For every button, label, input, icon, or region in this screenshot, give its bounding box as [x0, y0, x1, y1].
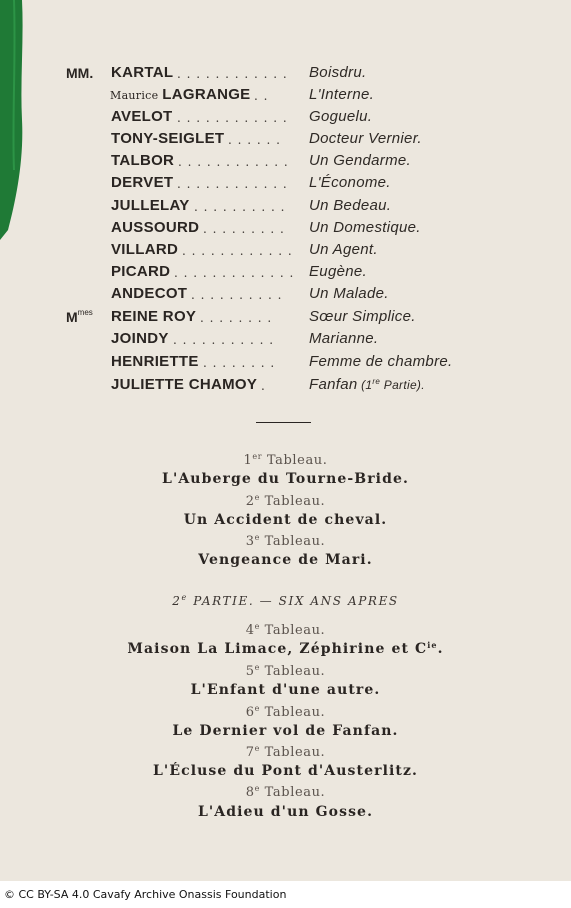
cast-row [0, 240, 571, 262]
role-text: Eugène. [309, 263, 367, 280]
actor-name [111, 308, 196, 325]
women-prefix-sup: mes [77, 308, 93, 317]
cast-row [0, 151, 571, 173]
part-number: 2 [172, 594, 182, 608]
leader-dots: . . . . . . . . . . . . [177, 111, 288, 125]
role-text: L'Interne. [309, 86, 375, 103]
cast-row [0, 173, 571, 195]
role-name [309, 353, 452, 370]
part-text: PARTIE. — SIX ANS APRES [187, 594, 399, 608]
tableau-title [0, 723, 571, 739]
men-prefix: MM. [66, 65, 94, 81]
role-name [309, 197, 391, 214]
tableau-ordinal: e [254, 533, 260, 542]
leader-dots: . . . . . . . . [200, 311, 273, 325]
part-two-heading [0, 594, 571, 608]
actor-surname: HENRIETTE [111, 353, 199, 370]
actor-surname: LAGRANGE [162, 86, 251, 103]
tableau-number: 4 [245, 623, 255, 638]
cast-row [0, 329, 571, 351]
role-note [358, 378, 425, 392]
actor-surname: TALBOR [111, 152, 175, 169]
role-text: Un Gendarme. [309, 152, 411, 169]
cast-row [0, 262, 571, 284]
tableau-title-text: L'Écluse du Pont d'Austerlitz. [152, 763, 418, 779]
tableau-word: Tableau. [259, 785, 326, 800]
tableau-word: Tableau. [259, 745, 326, 760]
tableau-word: Tableau. [259, 705, 326, 720]
role-name [309, 308, 416, 325]
tableau-title-text: L'Auberge du Tourne-Bride. [162, 471, 409, 487]
role-name [309, 263, 367, 280]
role-text: L'Économe. [309, 174, 391, 191]
tableau-number: 8 [245, 785, 255, 800]
tableau-title-text: Le Dernier vol de Fanfan. [172, 723, 399, 739]
tableau-title-text: Maison La Limace, Zéphirine et C [127, 641, 428, 657]
actor-name [111, 64, 173, 81]
actor-surname: TONY-SEIGLET [111, 130, 225, 147]
leader-dots: . . . . . . . . . . . . [178, 155, 289, 169]
actor-surname: KARTAL [111, 64, 174, 81]
role-name [309, 108, 372, 125]
actor-surname: JULIETTE CHAMOY [111, 376, 258, 393]
cast-row [0, 85, 571, 107]
tableau-number: 2 [245, 494, 255, 509]
tableau-ordinal: e [254, 744, 260, 753]
role-text: Un Bedeau. [309, 197, 392, 214]
tableau-label [0, 494, 571, 509]
leader-dots: . . . . . . . . . . [191, 288, 283, 302]
tableau-title [0, 682, 571, 698]
tableau-number: 1 [243, 453, 253, 468]
tableau-ordinal: er [252, 452, 263, 461]
cast-row [0, 375, 571, 397]
tableau-ordinal: e [254, 493, 260, 502]
role-name [309, 174, 391, 191]
tableau-title [0, 552, 571, 568]
role-name [309, 241, 378, 258]
leader-dots: . . . . . . . . . . . . . [174, 266, 295, 280]
tableau-number: 5 [245, 664, 255, 679]
tableau-title [0, 641, 571, 657]
tableau-label [0, 705, 571, 720]
role-text: Un Agent. [309, 241, 378, 258]
role-text: Sœur Simplice. [309, 308, 416, 325]
separator-line [256, 422, 311, 423]
leader-dots: . . . . . . [228, 133, 281, 147]
role-name [309, 285, 389, 302]
leader-dots: . . . . . . . . . . . . [177, 177, 288, 191]
cast-row [0, 352, 571, 374]
role-text: Goguelu. [309, 108, 373, 125]
license-footer: © CC BY-SA 4.0 Cavafy Archive Onassis Foundation [4, 888, 287, 901]
tableau-title [0, 804, 571, 820]
tableau-word: Tableau. [259, 664, 326, 679]
actor-surname: AUSSOURD [111, 219, 200, 236]
actor-surname: REINE ROY [111, 308, 197, 325]
role-text: Boisdru. [309, 64, 367, 81]
actor-surname: VILLARD [111, 241, 179, 258]
tableau-label [0, 785, 571, 800]
leader-dots: . . . . . . . . [203, 356, 276, 370]
tableau-number: 3 [245, 534, 255, 549]
leader-dots: . [261, 379, 266, 393]
tableau-ordinal: e [254, 622, 260, 631]
cast-row [0, 129, 571, 151]
role-name [309, 86, 374, 103]
cast-row [0, 107, 571, 129]
role-text: Fanfan [309, 376, 358, 393]
tableau-title-text: Vengeance de Mari. [198, 552, 373, 568]
tableau-title [0, 512, 571, 528]
actor-surname: JULLELAY [111, 197, 190, 214]
role-text: Un Domestique. [309, 219, 421, 236]
tableau-title [0, 763, 571, 779]
actor-name [111, 108, 173, 125]
tableau-label [0, 664, 571, 679]
actor-surname: PICARD [111, 263, 171, 280]
actor-name [111, 130, 224, 147]
role-text: Docteur Vernier. [309, 130, 422, 147]
leader-dots: . . . . . . . . . [203, 222, 285, 236]
cast-row [0, 196, 571, 218]
tableau-ordinal: e [254, 663, 260, 672]
role-text: Marianne. [309, 330, 379, 347]
actor-name [111, 241, 178, 258]
tableau-ordinal: e [254, 704, 260, 713]
actor-surname: ANDECOT [111, 285, 188, 302]
actor-name [111, 285, 187, 302]
actor-surname: DERVET [111, 174, 174, 191]
tableau-title-text: L'Enfant d'une autre. [190, 682, 381, 698]
role-note-end: Partie). [380, 378, 425, 392]
tableau-word: Tableau. [259, 623, 326, 638]
actor-name [111, 353, 199, 370]
actor-surname: JOINDY [111, 330, 169, 347]
tableau-word: Tableau. [259, 534, 326, 549]
role-name [309, 376, 425, 393]
actor-name [111, 152, 174, 169]
tableau-label [0, 534, 571, 549]
cast-row [0, 63, 571, 85]
role-name [309, 152, 411, 169]
tableau-number: 6 [245, 705, 255, 720]
role-text: Un Malade. [309, 285, 389, 302]
tableau-title [0, 471, 571, 487]
actor-name [111, 219, 199, 236]
role-note-sup: re [372, 377, 381, 386]
women-prefix [66, 309, 93, 325]
part-ordinal: e [181, 593, 188, 602]
leader-dots: . . . . . . . . . . [194, 200, 286, 214]
tableau-title-text: L'Adieu d'un Gosse. [197, 804, 374, 820]
role-name [309, 130, 422, 147]
actor-first-name: Maurice [110, 89, 163, 102]
actor-name [111, 330, 169, 347]
actor-name [111, 197, 190, 214]
tableau-label [0, 745, 571, 760]
women-prefix-base: M [66, 309, 78, 325]
cast-row [0, 307, 571, 329]
role-name [309, 330, 378, 347]
cast-row [0, 284, 571, 306]
tableau-title-sup: ie [427, 640, 438, 650]
role-name [309, 219, 421, 236]
leader-dots: . . [254, 89, 269, 103]
tableau-label [0, 623, 571, 638]
tableau-title-end: . [437, 641, 444, 657]
role-note-start: (1 [361, 378, 373, 392]
role-name [309, 64, 366, 81]
role-text: Femme de chambre. [309, 353, 453, 370]
leader-dots: . . . . . . . . . . . [173, 333, 275, 347]
tableau-title-text: Un Accident de cheval. [183, 512, 388, 528]
actor-surname: AVELOT [111, 108, 173, 125]
tableau-word: Tableau. [259, 494, 326, 509]
leader-dots: . . . . . . . . . . . . [177, 67, 288, 81]
cast-row [0, 218, 571, 240]
actor-name [111, 263, 170, 280]
tableau-word: Tableau. [262, 453, 328, 468]
leader-dots: . . . . . . . . . . . . [182, 244, 293, 258]
actor-name [111, 174, 173, 191]
tableau-number: 7 [245, 745, 255, 760]
actor-name [110, 86, 250, 103]
actor-name [111, 376, 257, 393]
tableau-ordinal: e [254, 784, 260, 793]
tableau-label [0, 453, 571, 468]
